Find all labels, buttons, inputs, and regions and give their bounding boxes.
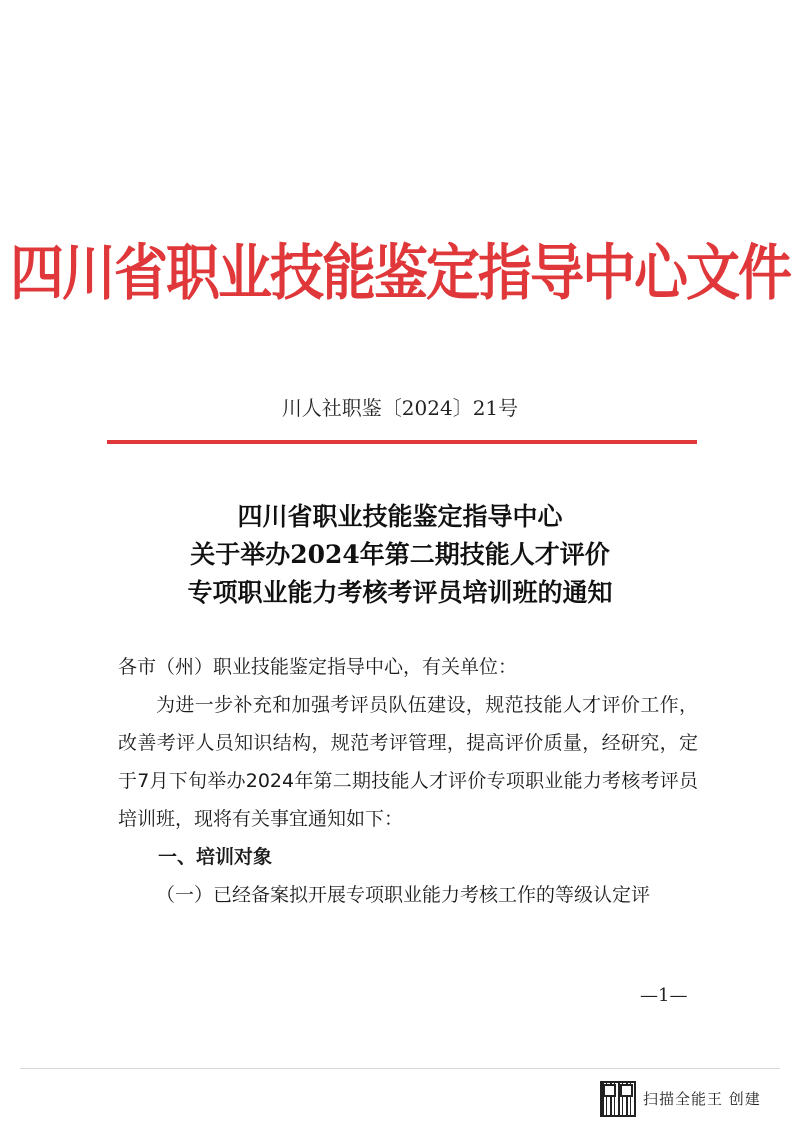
salutation: 各市（州）职业技能鉴定指导中心，有关单位：	[118, 656, 518, 678]
qr-code-icon	[600, 1081, 636, 1117]
page-number: —1—	[640, 985, 688, 1006]
scanner-watermark: 扫描全能王 创建	[643, 1090, 761, 1108]
section-heading: 一、培训对象	[158, 846, 273, 868]
heading-line-3: 专项职业能力考核考评员培训班的通知	[187, 578, 613, 607]
footer-divider	[20, 1068, 780, 1069]
heading-line-2: 关于举办2024年第二期技能人才评价	[190, 540, 610, 569]
document-number: 川人社职鉴〔2024〕21号	[281, 396, 519, 420]
heading-line-1: 四川省职业技能鉴定指导中心	[237, 502, 563, 531]
intro-paragraph: 为进一步补充和加强考评员队伍建设，规范技能人才评价工作，改善考评人员知识结构，规范考评管理，提高评价质量，经研究，定于7月下旬举办2024年第二期技能人才评价专项职业能力考核考评员培训班，现将有关事宜通知如下：	[118, 694, 698, 830]
notice-heading	[0, 498, 800, 612]
notice-body	[118, 648, 698, 914]
agency-title: 四川省职业技能鉴定指导中心文件	[10, 236, 790, 308]
list-item: （一）已经备案拟开展专项职业能力考核工作的等级认定评	[156, 884, 651, 906]
red-divider	[107, 440, 697, 444]
